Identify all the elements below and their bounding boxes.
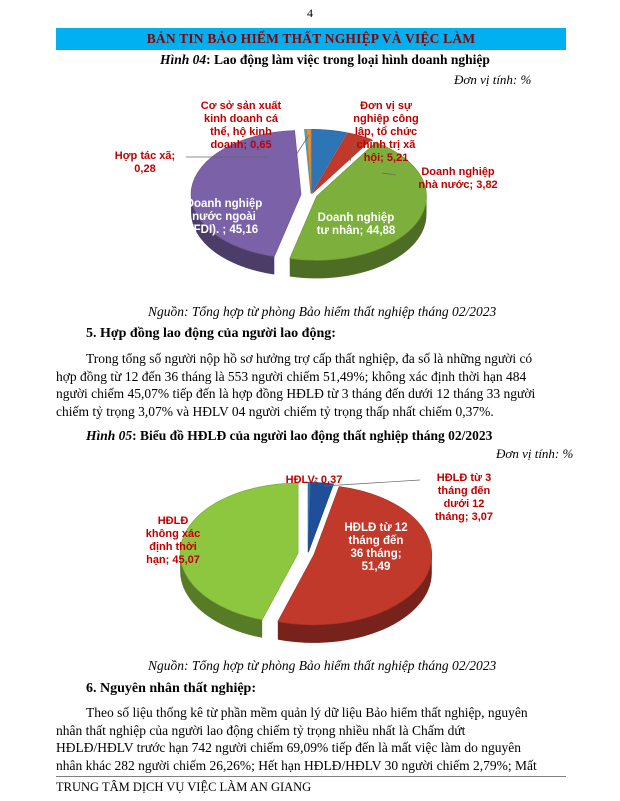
section5-heading: 5. Hợp đồng lao động của người lao động:	[86, 326, 336, 341]
figure4-title-text: : Lao động làm việc trong loại hình doanh nghiệp	[206, 52, 490, 67]
footer-text: TRUNG TÂM DỊCH VỤ VIỆC LÀM AN GIANG	[56, 780, 312, 794]
section6-paragraph: Theo số liệu thống kê từ phần mềm quản lý dữ liệu Bảo hiểm thất nghiệp, nguyên nhân thất nghiệp của người lao động chiếm tỷ trọng nhiều nhất là Chấm dứt HĐLĐ/HĐLV trước hạn 742 người chiếm 69,09% tiếp đến là mất việc làm do nguyên nhân khác 282 người chiếm 26,26%; Hết hạn HĐLĐ/HĐLV 30 người chiếm 2,79%; Mất	[56, 705, 537, 773]
page-number: 4	[307, 6, 313, 20]
label-fdi: Doanh nghiệp nước ngoài (FDI). ; 45,16	[185, 198, 263, 236]
figure4-label: Hình 04	[160, 52, 207, 67]
figure4-source: Nguồn: Tổng hợp từ phòng Bảo hiểm thất nghiệp tháng 02/2023	[148, 304, 497, 319]
figure5-title-text: : Biểu đồ HĐLĐ của người lao động thất nghiệp tháng 02/2023	[132, 428, 493, 443]
section6-heading: 6. Nguyên nhân thất nghiệp:	[86, 681, 256, 696]
slice-5	[306, 129, 310, 193]
label-coop: Hợp tác xã; 0,28	[114, 150, 176, 175]
figure4-unit: Đơn vị tính: %	[454, 72, 532, 87]
label-public: Đơn vị sự nghiệp công lập, tổ chức chính trị xã hội; 5,21	[353, 100, 419, 164]
label-mid-contract: HĐLĐ từ 12 tháng đến 36 tháng; 51,49	[344, 522, 408, 573]
figure5-source: Nguồn: Tổng hợp từ phòng Bảo hiểm thất nghiệp tháng 02/2023	[148, 658, 497, 673]
label-private: Doanh nghiệp tư nhân; 44,88	[316, 212, 396, 237]
label-indefinite-contract: HĐLĐ không xác định thời hạn; 45,07	[145, 515, 201, 566]
label-hdlv: HĐLV; 0,37	[285, 474, 343, 486]
banner-title: BẢN TIN BẢO HIỂM THẤT NGHIỆP VÀ VIỆC LÀM	[56, 28, 566, 50]
figure5-title	[86, 428, 492, 444]
label-household: Cơ sở sản xuất kinh doanh cá thể, hộ kinh doanh; 0,65	[200, 100, 282, 151]
footer-divider	[56, 776, 566, 777]
figure4-pie-chart	[56, 95, 566, 300]
figure4-title	[160, 52, 490, 68]
section5-paragraph: Trong tổng số người nộp hồ sơ hưởng trợ cấp thất nghiệp, đa số là những người có hợp đồng từ 12 đến 36 tháng là 553 người chiếm 51,49%; không xác định thời hạn 484 người chiếm 45,07% tiếp đến là hợp đồng HĐLĐ từ 3 tháng đến dưới 12 tháng 33 người chiếm tỷ trọng 3,07% và HĐLV 04 người chiếm tỷ trọng thấp nhất chiếm 0,37%.	[56, 351, 536, 419]
figure5-unit: Đơn vị tính: %	[496, 446, 574, 461]
label-short-contract: HĐLĐ từ 3 tháng đến dưới 12 tháng; 3,07	[434, 472, 494, 523]
label-state: Doanh nghiệp nhà nước; 3,82	[418, 166, 498, 191]
figure5-label: Hình 05	[86, 428, 133, 443]
